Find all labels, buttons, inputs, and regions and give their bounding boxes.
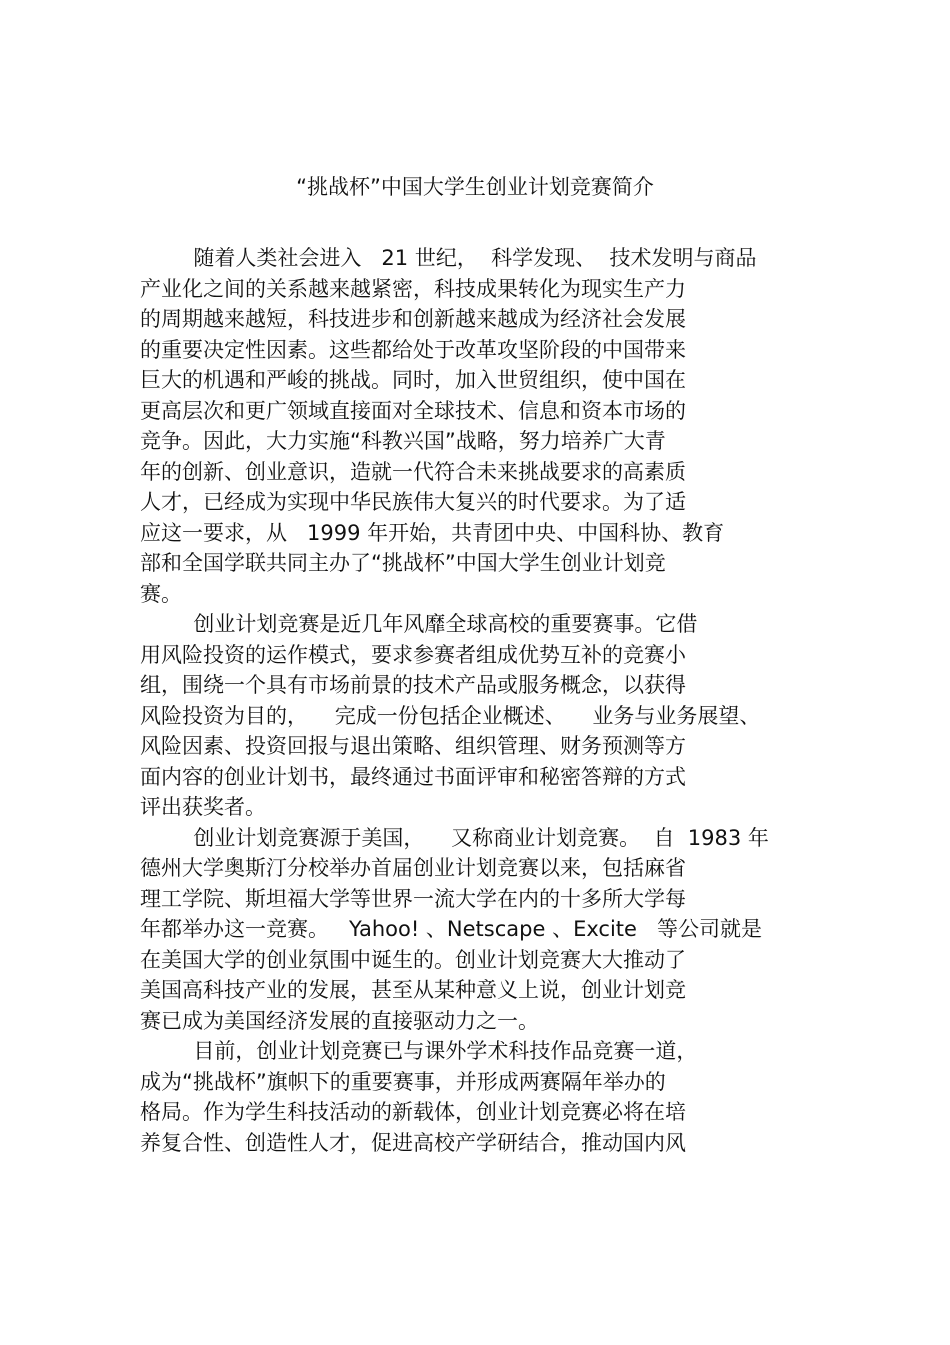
body-line: 创业计划竞赛是近几年风靡全球高校的重要赛事。它借 [140,612,698,636]
body-line: 养复合性、创造性人才，促进高校产学研结合，推动国内风 [140,1130,686,1155]
body-line: 创业计划竞赛源于美国， 又称商业计划竞赛。 自 1983 年 [140,825,769,850]
body-line: 人才，已经成为实现中华民族伟大复兴的时代要求。为了适 [140,490,686,514]
body-line: 风险投资为目的， 完成一份包括企业概述、 业务与业务展望、 [140,703,761,728]
body-line: 竞争。因此，大力实施“科教兴国”战略，努力培养广大青 [140,429,666,453]
body-line: 风险因素、投资回报与退出策略、组织管理、财务预测等方 [140,734,686,758]
body-line: 随着人类社会进入 21 世纪， 科学发现、 技术发明与商品 [140,246,757,270]
body-line: 部和全国学联共同主办了“挑战杯”中国大学生创业计划竞 [140,551,666,575]
body-line: 美国高科技产业的发展，甚至从某种意义上说，创业计划竞 [140,978,686,1002]
body-line: 的周期越来越短，科技进步和创新越来越成为经济社会发展 [140,307,686,331]
body-line: 巨大的机遇和严峻的挑战。同时，加入世贸组织，使中国在 [140,368,686,392]
body-line: 赛。 [140,581,182,606]
body-line: 理工学院、斯坦福大学等世界一流大学在内的十多所大学每 [140,886,686,911]
document-title: “挑战杯”中国大学生创业计划竞赛简介 [296,175,654,199]
body-line: 的重要决定性因素。这些都给处于改革攻坚阶段的中国带来 [140,337,686,362]
body-line: 年都举办这一竞赛。 Yahoo! 、Netscape 、Excite 等公司就是 [140,917,762,941]
body-line: 评出获奖者。 [140,795,266,819]
body-line: 年的创新、创业意识，造就一代符合未来挑战要求的高素质 [140,459,686,484]
body-line: 用风险投资的运作模式，要求参赛者组成优势互补的竞赛小 [140,642,686,667]
body-line: 更高层次和更广领域直接面对全球技术、信息和资本市场的 [140,398,686,423]
body-line: 面内容的创业计划书，最终通过书面评审和秘密答辩的方式 [140,764,686,789]
body-line: 应这一要求，从 1999 年开始，共青团中央、中国科协、教育 [140,520,725,545]
body-line: 在美国大学的创业氛围中诞生的。创业计划竞赛大大推动了 [140,947,686,972]
body-line: 赛已成为美国经济发展的直接驱动力之一。 [140,1008,539,1033]
body-line: 产业化之间的关系越来越紧密，科技成果转化为现实生产力 [140,276,686,301]
body-line: 成为“挑战杯”旗帜下的重要赛事，并形成两赛隔年举办的 [140,1069,666,1094]
body-line: 组，围绕一个具有市场前景的技术产品或服务概念，以获得 [140,673,686,697]
body-line: 目前，创业计划竞赛已与课外学术科技作品竞赛一道， [140,1039,698,1063]
body-line: 德州大学奥斯汀分校举办首届创业计划竞赛以来，包括麻省 [140,856,686,880]
body-line: 格局。作为学生科技活动的新载体，创业计划竞赛必将在培 [140,1100,686,1124]
